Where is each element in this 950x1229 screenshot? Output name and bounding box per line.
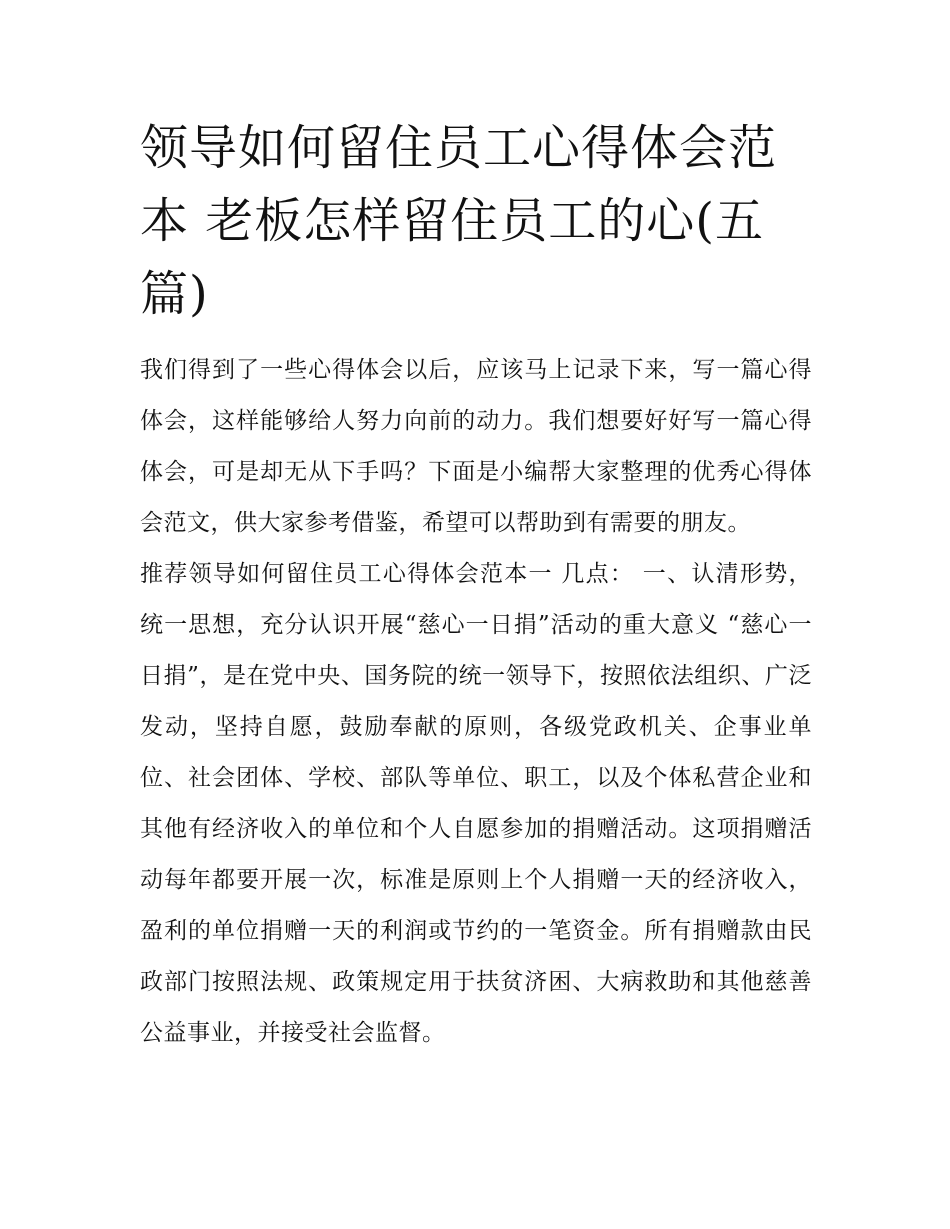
body-paragraph: 推荐领导如何留住员工心得体会范本一 几点： 一、认清形势，统一思想，充分认识开展“慈心一日捐”活动的重大意义 “慈心一日捐”，是在党中央、国务院的统一领导下，按照依法组织、广泛发动，坚持自愿，鼓励奉献的原则，各级党政机关、企事业单位、社会团体、学校、部队等单位、职工，以及个体私营企业和其他有经济收入的单位和个人自愿参加的捐赠活动。这项捐赠活动每年都要开展一次，标准是原则上个人捐赠一天的经济收入，盈利的单位捐赠一天的利润或节约的一笔资金。所有捐赠款由民政部门按照法规、政策规定用于扶贫济困、大病救助和其他慈善公益事业，并接受社会监督。 [140, 561, 812, 1046]
intro-paragraph: 我们得到了一些心得体会以后，应该马上记录下来，写一篇心得体会，这样能够给人努力向前的动力。我们想要好好写一篇心得体会，可是却无从下手吗？下面是小编帮大家整理的优秀心得体会范文，供大家参考借鉴，希望可以帮助到有需要的朋友。 [140, 357, 812, 536]
document-page [140, 112, 812, 1059]
document-title: 领导如何留住员工心得体会范本 老板怎样留住员工的心(五篇) [140, 120, 778, 322]
